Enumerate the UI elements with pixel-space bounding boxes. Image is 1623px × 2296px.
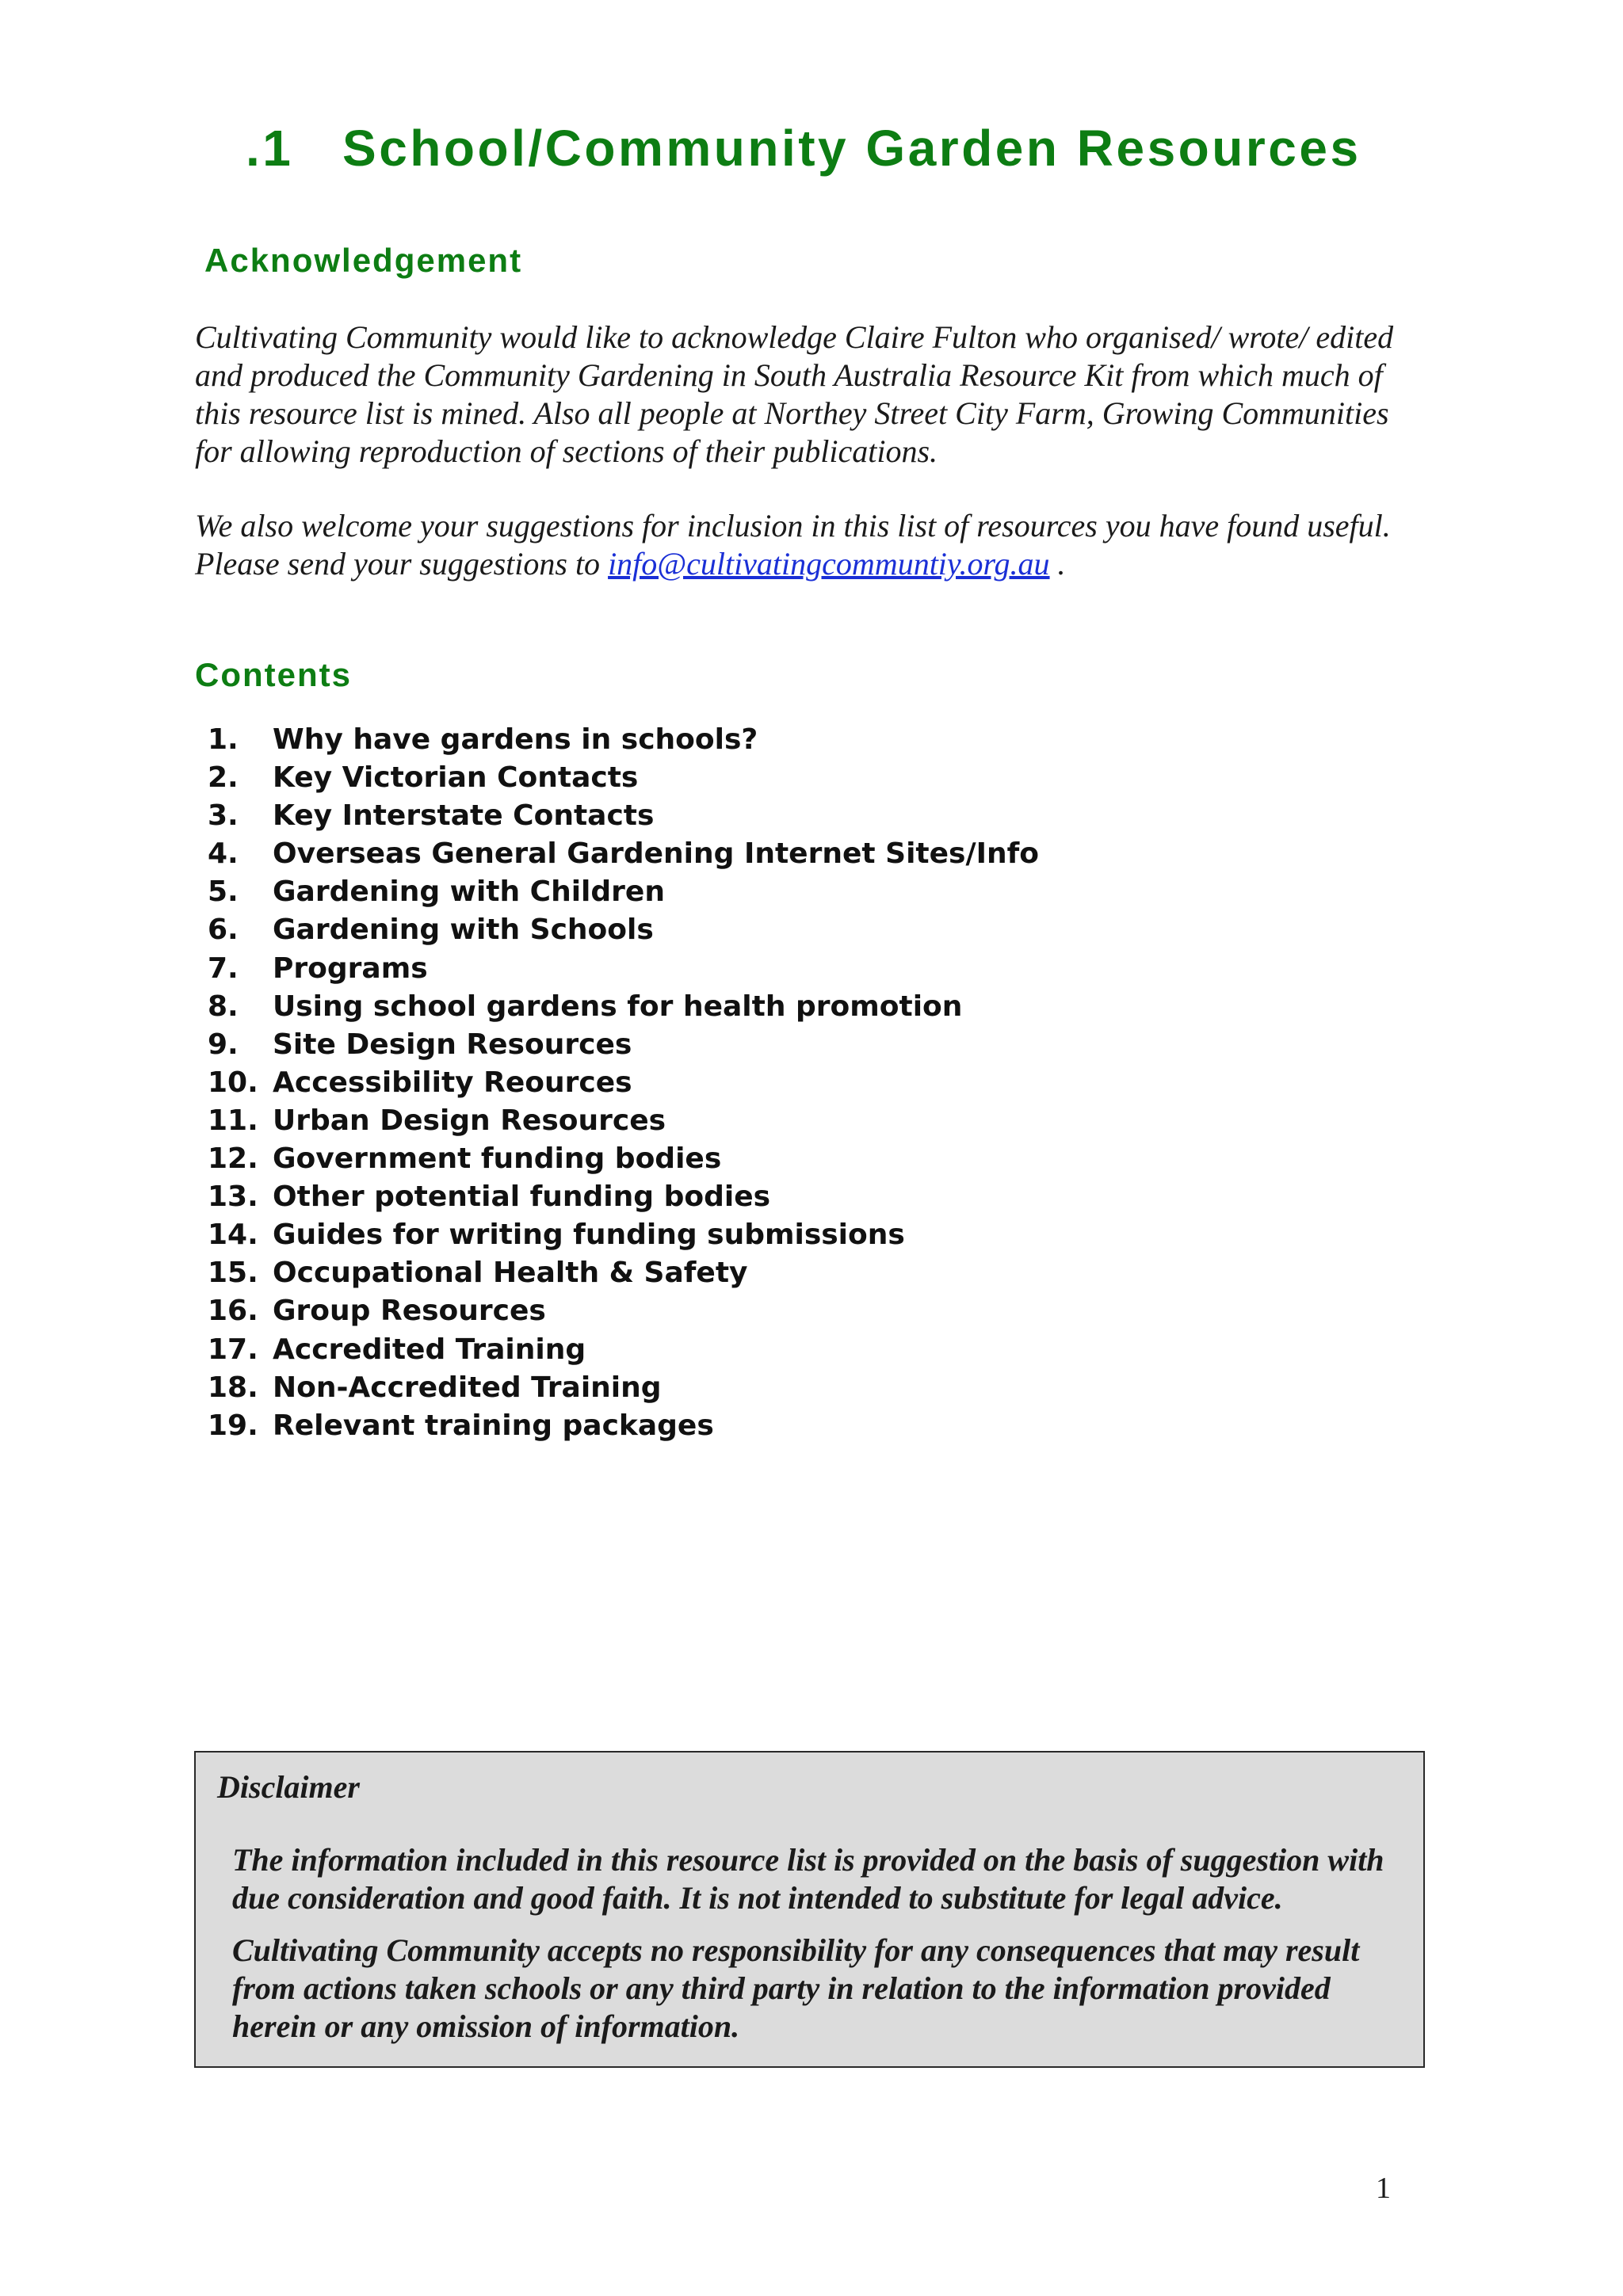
contents-item-number: 6. [208, 913, 239, 947]
contents-item-number: 19. [208, 1409, 258, 1442]
disclaimer-title: Disclaimer [217, 1769, 360, 1805]
contents-item [208, 1407, 1039, 1445]
contents-item-label: Urban Design Resources [273, 1104, 666, 1137]
contents-item-number: 8. [208, 990, 239, 1023]
contents-item [208, 835, 1039, 873]
contents-list [208, 721, 1039, 1445]
page-title [246, 119, 1361, 177]
contents-item [208, 1369, 1039, 1407]
contents-item [208, 873, 1039, 911]
contents-item-number: 11. [208, 1104, 258, 1137]
contents-item-label: Relevant training packages [273, 1409, 714, 1442]
contents-item-label: Accessibility Reources [273, 1066, 632, 1099]
contents-item [208, 1292, 1039, 1330]
disclaimer-paragraph: Cultivating Community accepts no responsibility for any consequences that may result from actions taken schools or any third party in relation to the information provided herein or any omission of information. [232, 1932, 1360, 2044]
contents-item [208, 1026, 1039, 1064]
contents-item-number: 10. [208, 1066, 258, 1099]
acknowledgement-paragraph: Cultivating Community would like to acknowledge Claire Fulton who organised/ wrote/ edited and produced the Community Gardening in South Australia Resource Kit from which much of this resource list is mined. Also all people at Northey Street City Farm, Growing Communities for allowing reproduction of sections of their publications. [195, 319, 1394, 469]
contents-item-label: Gardening with Schools [273, 913, 654, 947]
contents-item [208, 759, 1039, 797]
contents-item-label: Using school gardens for health promotion [273, 990, 963, 1023]
contents-item [208, 1178, 1039, 1216]
suggestions-text: We also welcome your suggestions for inclusion in this list of resources you have found useful. Please send your suggestions to [195, 508, 1391, 582]
contents-item-number: 13. [208, 1180, 258, 1214]
contents-heading: Contents [195, 656, 352, 693]
disclaimer-box [194, 1751, 1425, 2068]
contents-item-number: 5. [208, 875, 239, 909]
contents-item-number: 12. [208, 1142, 258, 1176]
title-text: School/Community Garden Resources [342, 120, 1361, 177]
contents-item-label: Overseas General Gardening Internet Sites/Info [273, 837, 1040, 871]
contents-item [208, 1064, 1039, 1102]
contents-item-label: Occupational Health & Safety [273, 1257, 748, 1290]
contents-item [208, 988, 1039, 1026]
contents-item-label: Why have gardens in schools? [273, 723, 758, 756]
contents-item [208, 1102, 1039, 1140]
contents-item-number: 15. [208, 1257, 258, 1290]
acknowledgement-heading: Acknowledgement [204, 242, 523, 279]
contents-item-number: 14. [208, 1219, 258, 1252]
contents-item [208, 911, 1039, 949]
contents-item-label: Key Interstate Contacts [273, 799, 655, 833]
contents-item [208, 721, 1039, 759]
contents-item-label: Key Victorian Contacts [273, 761, 639, 795]
contents-item [208, 1140, 1039, 1178]
contents-item-label: Guides for writing funding submissions [273, 1219, 905, 1252]
suggestions-end: . [1049, 546, 1066, 582]
contents-item-number: 1. [208, 723, 239, 756]
contents-item-number: 3. [208, 799, 239, 833]
contents-item-label: Group Resources [273, 1295, 546, 1328]
contents-item-number: 2. [208, 761, 239, 795]
contents-item-label: Accredited Training [273, 1333, 586, 1366]
contents-item-number: 9. [208, 1028, 239, 1061]
contents-item [208, 1254, 1039, 1292]
contents-item-label: Programs [273, 952, 428, 985]
contents-item [208, 797, 1039, 835]
contents-item-label: Other potential funding bodies [273, 1180, 771, 1214]
contents-item-number: 7. [208, 952, 239, 985]
contents-item-label: Gardening with Children [273, 875, 665, 909]
page-number: 1 [1376, 2172, 1391, 2205]
contents-item [208, 1331, 1039, 1369]
contents-item-number: 16. [208, 1295, 258, 1328]
contents-item-number: 18. [208, 1371, 258, 1404]
contents-item [208, 950, 1039, 988]
contents-item-number: 4. [208, 837, 239, 871]
email-link[interactable]: info@cultivatingcommuntiy.org.au [608, 546, 1050, 582]
section-number: .1 [246, 120, 294, 177]
contents-item-label: Government funding bodies [273, 1142, 722, 1176]
contents-item-label: Site Design Resources [273, 1028, 632, 1061]
contents-item-label: Non-Accredited Training [273, 1371, 662, 1404]
contents-item [208, 1216, 1039, 1254]
contents-item-number: 17. [208, 1333, 258, 1366]
suggestions-paragraph [195, 507, 1431, 583]
disclaimer-paragraph: The information included in this resource list is provided on the basis of suggestion with due consideration and good faith. It is not intended to substitute for legal advice. [232, 1842, 1384, 1916]
